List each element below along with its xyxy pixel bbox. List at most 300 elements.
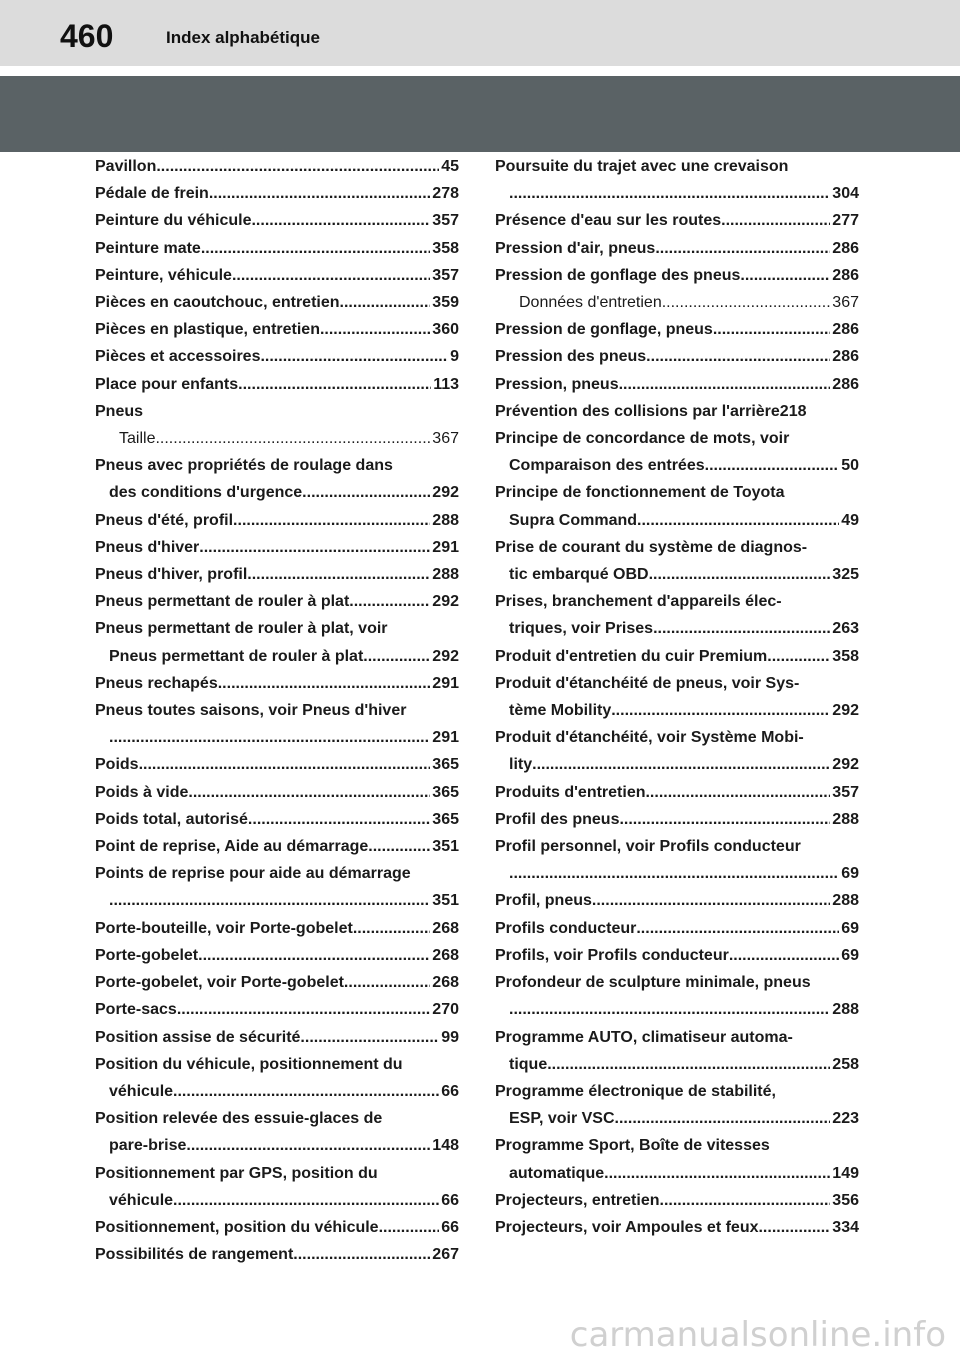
index-entry [495,942,859,969]
index-entry-line [95,860,459,887]
index-entry [95,1051,459,1105]
index-entry-line [95,806,459,833]
index-entry-continuation [95,724,459,751]
index-entry [95,507,459,534]
index-entry-line [95,343,459,370]
dot-leader [232,262,430,289]
index-entry [95,588,459,615]
index-entry [95,779,459,806]
index-entry-continuation [495,1160,859,1187]
index-entry-line [95,969,459,996]
index-term: Taille [119,430,156,448]
index-term: Prises, branchement d'appareils élec- [495,593,782,611]
index-entry [495,398,859,425]
index-column-right [495,153,859,1241]
index-entry-line [495,398,859,425]
index-term: Comparaison des entrées [509,457,705,475]
index-entry [495,316,859,343]
dot-leader [247,561,430,588]
index-term: Pneus d'été, profil [95,511,234,529]
index-entry [95,452,459,506]
index-entry [95,262,459,289]
dot-leader [660,1187,831,1214]
page-reference: 288 [832,1001,859,1019]
index-entry-line [495,1132,859,1159]
page-reference: 268 [432,974,459,992]
index-term: Pression de gonflage des pneus [495,266,741,284]
index-entry-line [119,425,459,452]
index-entry [495,1187,859,1214]
index-entry-line [495,343,859,370]
index-entry-line [95,561,459,588]
dot-leader [340,289,431,316]
page-reference: 325 [832,566,859,584]
index-entry-line [95,670,459,697]
dot-leader [177,996,430,1023]
index-entry-line [95,942,459,969]
index-term: Pièces en caoutchouc, entretien [95,294,340,312]
dot-leader [320,316,430,343]
index-entry-line [495,887,859,914]
index-entry-line [95,779,459,806]
index-entry [495,1024,859,1078]
index-entry-line [95,1160,459,1187]
index-entry [95,343,459,370]
index-entry-line [495,724,859,751]
index-term: Produit d'entretien du cuir Premium [495,647,768,665]
index-entry-line [95,1214,459,1241]
index-entry-line [495,153,859,180]
index-entry [95,398,459,425]
index-entry-line [95,1241,459,1268]
index-entry-continuation [495,996,859,1023]
index-term: Pneus d'hiver [95,538,200,556]
index-entry-line [495,915,859,942]
dot-leader [368,833,430,860]
index-term: lity [509,756,533,774]
index-term: Projecteurs, entretien [495,1191,660,1209]
index-entry [495,779,859,806]
page-reference: 286 [832,239,859,257]
dot-leader [758,1214,830,1241]
index-entry-continuation [95,479,459,506]
dot-leader [173,1187,439,1214]
index-entry [95,235,459,262]
page-reference: 288 [432,566,459,584]
dot-leader [721,207,830,234]
index-entry [95,751,459,778]
index-term: Pression de gonflage, pneus [495,321,713,339]
index-term: Pression d'air, pneus [495,239,656,257]
index-term: Pneus d'hiver, profil [95,566,248,584]
index-term: Points de reprise pour aide au démarrage [95,865,411,883]
index-entry [95,180,459,207]
page-reference: 351 [432,892,459,910]
index-term: Poids [95,756,139,774]
index-entry-line [95,588,459,615]
index-entry-line [95,697,459,724]
page-reference: 149 [832,1164,859,1182]
page-reference: 356 [832,1191,859,1209]
index-entry-line [495,806,859,833]
index-term: Porte-gobelet, voir Porte-gobelet [95,974,344,992]
dot-leader [209,180,430,207]
index-term: Programme Sport, Boîte de vitesses [495,1137,770,1155]
index-entry-line [495,207,859,234]
page-reference: 45 [441,158,459,175]
dot-leader [705,452,840,479]
page-reference: 367 [432,430,459,448]
dot-leader [173,1078,439,1105]
index-term: des conditions d'urgence [109,484,303,502]
dot-leader [713,316,830,343]
page-reference: 148 [432,1137,459,1155]
dot-leader [767,643,830,670]
dot-leader [636,915,839,942]
index-term: triques, voir Prises [509,620,654,638]
index-entry [95,316,459,343]
dot-leader [353,915,430,942]
index-entry-line [95,1024,459,1051]
dot-leader [655,235,830,262]
page-reference: 360 [432,321,459,339]
dot-leader [293,1241,430,1268]
index-term: ESP, voir VSC [509,1110,615,1128]
index-entry [95,561,459,588]
index-entry [95,1105,459,1159]
index-subentry [95,425,459,452]
dot-leader [740,262,830,289]
dot-leader [532,751,830,778]
index-term: Programme électronique de stabilité, [495,1082,776,1100]
dot-leader [201,235,430,262]
index-entry [95,1241,459,1268]
index-entry-line [95,207,459,234]
page-reference: 367 [832,294,859,312]
index-entry-line [95,615,459,642]
dot-leader [649,561,831,588]
page-reference: 291 [432,729,459,747]
index-entry-line [95,1051,459,1078]
page-reference: 66 [441,1082,459,1100]
page-reference: 267 [432,1246,459,1264]
index-entry-line [495,942,859,969]
index-entry [495,670,859,724]
index-entry-line [495,425,859,452]
dot-leader [637,507,839,534]
index-term: Présence d'eau sur les routes [495,212,722,230]
index-subentry [495,289,859,316]
index-entry [495,969,859,1023]
index-entry-line [495,316,859,343]
dot-leader [646,343,830,370]
dot-leader [109,887,430,914]
dot-leader [188,779,430,806]
index-term: Positionnement par GPS, position du [95,1164,378,1182]
index-entry-line [95,1105,459,1132]
index-term: Profil des pneus [495,810,620,828]
page-reference: 291 [432,674,459,692]
index-entry [95,833,459,860]
dot-leader [662,289,831,316]
index-term: tic embarqué OBD [509,566,649,584]
index-entry-line [95,534,459,561]
page-reference: 268 [432,919,459,937]
dot-leader [302,479,430,506]
page-reference: 286 [832,348,859,366]
index-entry [495,207,859,234]
index-term: Poids total, autorisé [95,810,248,828]
index-entry [95,942,459,969]
index-term: Position du véhicule, positionnement du [95,1055,403,1073]
index-term: Peinture, véhicule [95,266,232,284]
index-entry-line [95,180,459,207]
page-reference: 99 [441,1028,459,1046]
page-reference: 365 [432,810,459,828]
page-reference: 351 [432,838,459,856]
dot-leader [218,670,431,697]
index-entry [495,425,859,479]
index-term: Pneus [95,402,144,420]
dot-leader [604,1160,830,1187]
index-entry [95,153,459,180]
index-entry-continuation [95,887,459,914]
page-reference: 365 [432,756,459,774]
page-reference: 292 [832,756,859,774]
index-entry-line [495,235,859,262]
page-reference: 286 [832,321,859,339]
dot-leader [109,724,430,751]
page-reference: 50 [841,457,859,475]
index-entry-line [95,153,459,180]
index-term: Principe de fonctionnement de Toyota [495,484,785,502]
index-entry-continuation [495,1051,859,1078]
dot-leader [344,969,430,996]
index-term: Porte-bouteille, voir Porte-gobelet [95,919,353,937]
index-entry [495,1132,859,1186]
page-reference: 357 [432,266,459,284]
index-entry [495,833,859,887]
index-entry [95,207,459,234]
index-entry [95,534,459,561]
section-banner [0,76,960,152]
index-term: Position relevée des essuie-glaces de [95,1110,383,1128]
page-reference: 291 [432,538,459,556]
page-reference: 69 [841,946,859,964]
index-term: tique [509,1055,548,1073]
index-term: Poursuite du trajet avec une crevaison [495,158,789,175]
dot-leader [363,643,430,670]
index-term: Produit d'étanchéité, voir Système Mobi- [495,729,804,747]
index-term: Pavillon [95,158,157,175]
index-term: Supra Command [509,511,638,529]
dot-leader [729,942,839,969]
page-reference: 278 [432,185,459,203]
page-reference: 223 [832,1110,859,1128]
index-entry [495,343,859,370]
index-term: Peinture mate [95,239,201,257]
index-term: Pneus permettant de rouler à plat, voir [95,620,388,638]
dot-leader [509,180,830,207]
index-term: tème Mobility [509,702,612,720]
dot-leader [615,1105,831,1132]
index-term: Pneus rechapés [95,674,218,692]
index-entry-line [519,289,859,316]
index-term: Pneus permettant de rouler à plat [109,647,364,665]
index-entry-continuation [495,860,859,887]
index-term: Poids à vide [95,783,189,801]
watermark: carmanualsonline.info [569,1315,946,1355]
page-reference: 9 [450,348,459,366]
page-reference: 292 [832,702,859,720]
dot-leader [509,996,830,1023]
index-entry-continuation [495,561,859,588]
index-entry-line [495,371,859,398]
index-term: Pièces en plastique, entretien [95,321,320,339]
page-reference: 334 [832,1218,859,1236]
page-reference: 113 [433,375,459,393]
page-reference: 286 [832,375,859,393]
index-term: Prévention des collisions par l'arrière218 [495,402,807,420]
index-term: Pneus permettant de rouler à plat [95,593,350,611]
dot-leader [155,425,430,452]
index-entry [495,915,859,942]
index-term: Pneus avec propriétés de roulage dans [95,457,393,475]
index-term: Profondeur de sculpture minimale, pneus [495,974,811,992]
index-term: Profils, voir Profils conducteur [495,946,729,964]
index-entry-line [495,479,859,506]
index-entry-line [495,262,859,289]
index-entry-continuation [495,180,859,207]
index-term: Pression, pneus [495,375,619,393]
index-entry-continuation [95,1132,459,1159]
dot-leader [199,534,430,561]
page-reference: 365 [432,783,459,801]
page-reference: 358 [432,239,459,257]
page-reference: 288 [832,892,859,910]
index-term: automatique [509,1164,605,1182]
index-term: Projecteurs, voir Ampoules et feux [495,1218,759,1236]
index-entry-line [95,833,459,860]
index-entry [95,371,459,398]
index-entry-line [495,779,859,806]
index-entry-continuation [495,697,859,724]
index-entry-continuation [95,643,459,670]
index-entry-line [495,534,859,561]
index-entry-line [495,643,859,670]
page-reference: 357 [832,783,859,801]
page-number: 460 [60,18,114,54]
index-entry-continuation [495,1105,859,1132]
index-entry [95,615,459,669]
index-entry [495,371,859,398]
dot-leader [619,806,830,833]
index-entry [95,1160,459,1214]
index-term: Porte-sacs [95,1001,177,1019]
page-reference: 304 [832,185,859,203]
index-term: Principe de concordance de mots, voir [495,430,790,448]
index-term: Possibilités de rangement [95,1246,294,1264]
dot-leader [379,1214,440,1241]
page-reference: 286 [832,266,859,284]
dot-leader [156,153,439,180]
index-term: Point de reprise, Aide au démarrage [95,838,369,856]
dot-leader [260,343,448,370]
page-reference: 258 [832,1055,859,1073]
index-entry-line [95,262,459,289]
dot-leader [248,806,430,833]
page-reference: 277 [832,212,859,230]
dot-leader [653,615,830,642]
index-term: Position assise de sécurité [95,1028,301,1046]
index-entry-line [495,833,859,860]
index-term: Produit d'étanchéité de pneus, voir Sys- [495,674,800,692]
dot-leader [645,779,830,806]
dot-leader [300,1024,439,1051]
dot-leader [233,507,430,534]
index-term: Pression des pneus [495,348,647,366]
index-entry [495,479,859,533]
index-entry [95,289,459,316]
index-term: Profil, pneus [495,892,592,910]
index-term: Données d'entretien [519,294,662,312]
page-reference: 263 [832,620,859,638]
index-entry-line [495,1078,859,1105]
page-reference: 69 [841,865,859,883]
dot-leader [611,697,830,724]
index-term: Prise de courant du système de diagnos- [495,538,808,556]
index-term: Profils conducteur [495,919,637,937]
index-entry-line [95,371,459,398]
index-entry-line [495,670,859,697]
index-entry-line [495,1024,859,1051]
index-entry-line [95,751,459,778]
index-entry-continuation [495,507,859,534]
index-entry [95,1024,459,1051]
index-term: Place pour enfants [95,375,239,393]
index-entry-line [95,316,459,343]
index-entry-line [95,452,459,479]
page-reference: 270 [432,1001,459,1019]
page-title: Index alphabétique [166,28,320,47]
index-entry [95,969,459,996]
dot-leader [238,371,431,398]
dot-leader [509,860,839,887]
index-entry-line [95,289,459,316]
index-entry [495,534,859,588]
index-entry [495,1078,859,1132]
index-entry-line [495,1187,859,1214]
index-entry [495,643,859,670]
page-reference: 288 [432,511,459,529]
index-entry-continuation [95,1078,459,1105]
index-term: Positionnement, position du véhicule [95,1218,379,1236]
index-column-left [95,153,459,1268]
dot-leader [186,1132,430,1159]
dot-leader [251,207,430,234]
page-reference: 49 [841,511,859,529]
index-entry-continuation [495,751,859,778]
index-entry [495,887,859,914]
index-entry [495,153,859,207]
index-term: Pièces et accessoires [95,348,261,366]
page-reference: 268 [432,946,459,964]
index-term: Pneus toutes saisons, voir Pneus d'hiver [95,702,407,720]
index-entry [95,996,459,1023]
dot-leader [139,751,431,778]
index-entry [495,806,859,833]
page-reference: 292 [432,647,459,665]
